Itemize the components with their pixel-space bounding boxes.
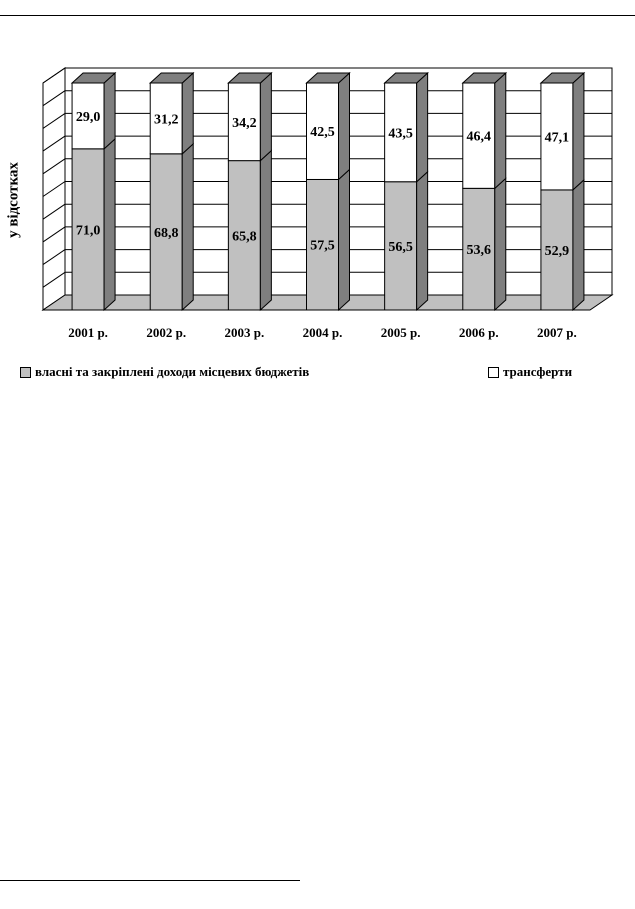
legend-item-own-revenues xyxy=(20,364,309,380)
x-tick-label-5: 2006 р. xyxy=(458,325,499,340)
stacked-bar-chart xyxy=(0,0,635,360)
x-tick-label-3: 2004 р. xyxy=(302,325,343,340)
data-label-transfers-1: 31,2 xyxy=(153,112,179,128)
bar-side-1-0 xyxy=(104,73,115,149)
x-tick-label-6: 2007 р. xyxy=(537,325,577,340)
data-label-transfers-6: 47,1 xyxy=(544,130,570,146)
data-label-transfers-3: 42,5 xyxy=(310,125,335,141)
bar-side-1-6 xyxy=(573,73,584,190)
y-axis-label: у відсотках xyxy=(5,162,22,238)
bar-side-0-6 xyxy=(573,180,584,310)
bar-side-0-0 xyxy=(104,139,115,310)
footnote-rule xyxy=(0,880,300,881)
data-label-own-revenues-4: 56,5 xyxy=(388,239,413,255)
data-label-transfers-4: 43,5 xyxy=(388,126,413,142)
x-tick-label-1: 2002 р. xyxy=(146,325,187,340)
data-label-own-revenues-1: 68,8 xyxy=(153,225,179,241)
data-label-own-revenues-0: 71,0 xyxy=(75,223,101,239)
data-label-transfers-0: 29,0 xyxy=(75,109,101,125)
x-tick-label-0: 2001 р. xyxy=(68,325,108,340)
data-label-transfers-2: 34,2 xyxy=(232,115,257,131)
data-label-own-revenues-5: 53,6 xyxy=(466,243,492,259)
bar-side-1-2 xyxy=(260,73,271,161)
bar-side-1-1 xyxy=(182,73,193,154)
bar-side-0-2 xyxy=(260,151,271,310)
data-label-own-revenues-3: 57,5 xyxy=(310,238,335,254)
data-label-own-revenues-6: 52,9 xyxy=(544,243,570,259)
bar-side-1-4 xyxy=(417,73,428,182)
data-label-transfers-5: 46,4 xyxy=(466,129,492,145)
legend-swatch-transfers xyxy=(488,367,499,378)
bar-side-1-3 xyxy=(339,73,350,179)
legend-swatch-own-revenues xyxy=(20,367,31,378)
data-label-own-revenues-2: 65,8 xyxy=(232,229,257,245)
legend-label-own-revenues: власні та закріплені доходи місцевих бюджетів xyxy=(35,364,310,379)
x-tick-label-4: 2005 р. xyxy=(380,325,421,340)
bar-side-0-1 xyxy=(182,144,193,310)
bar-side-1-5 xyxy=(495,73,506,188)
x-tick-label-2: 2003 р. xyxy=(224,325,265,340)
bar-side-0-4 xyxy=(417,172,428,310)
legend-item-transfers xyxy=(488,364,572,380)
legend-label-transfers: трансферти xyxy=(503,364,573,379)
bar-side-0-5 xyxy=(495,178,506,310)
bar-side-0-3 xyxy=(339,169,350,310)
